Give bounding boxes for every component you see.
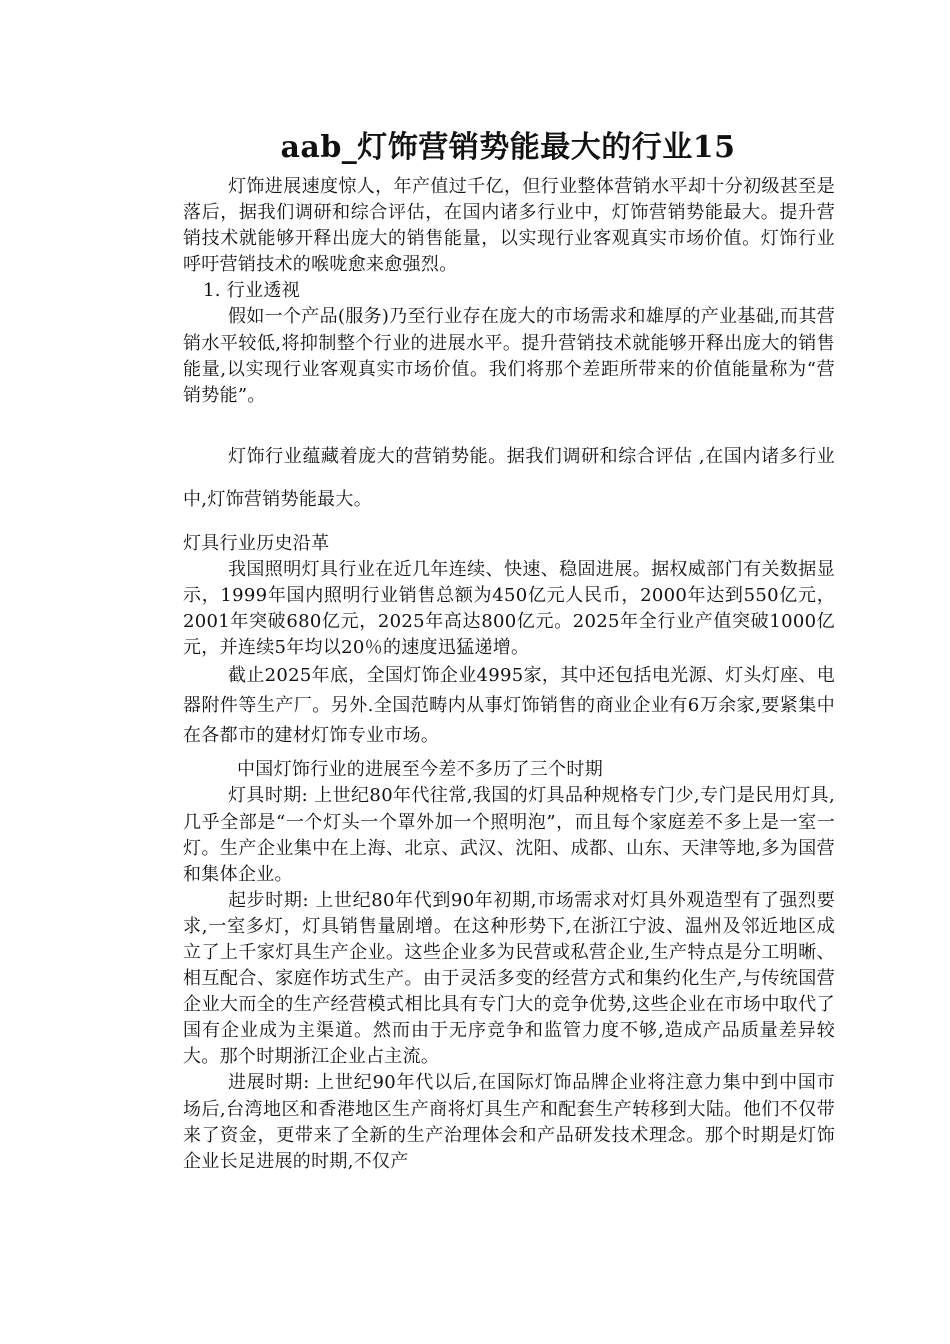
paragraph-marketing-potential-definition: 假如一个产品(服务)乃至行业存在庞大的市场需求和雄厚的产业基础,而其营销水平较低,将抑制整个行业的进展水平。提升营销技术就能够开释出庞大的销售能量,以实现行业客观真实市场价值。我们将那个差距所带来的价值能量称为“营销势能”。	[183, 306, 835, 406]
section-heading-industry-perspective: 1. 行业透视	[203, 280, 300, 302]
document-title: aab_灯饰营销势能最大的行业15	[280, 130, 736, 165]
paragraph-three-stages-intro: 中国灯饰行业的进展至今差不多历了三个时期	[237, 759, 603, 781]
paragraph-industry-growth: 我国照明灯具行业在近几年连续、快速、稳固进展。据权威部门有关数据显示，1999年国内照明行业销售总额为450亿元人民币，2000年达到550亿元，2001年突破680亿元，2025年高达800亿元。2025年全行业产值突破1000亿元，并连续5年均以20％的速度迅猛递增。	[183, 558, 835, 659]
document-body	[183, 174, 835, 1175]
paragraph-enterprise-count: 截止2025年底，全国灯饰企业4995家，其中还包括电光源、灯头灯座、电器附件等生产厂。另外.全国范畴内从事灯饰销售的商业企业有6万余家,要紧集中在各都市的建材灯饰专业市场。	[183, 665, 835, 747]
paragraph-stage-lamp: 灯具时期: 上世纪80年代往常,我国的灯具品种规格专门少,专门是民用灯具,几乎全部是“一个灯头一个罩外加一个照明泡”，而且每个家庭差不多上是一室一灯。生产企业集中在上海、北京、武汉、沈阳、成都、山东、天津等地,多为国营和集体企业。	[183, 785, 835, 885]
paragraph-lighting-potential: 灯饰行业蕴藏着庞大的营销势能。据我们调研和综合评估 ,在国内诸多行业中,灯饰营销势能最大。	[183, 445, 835, 510]
section-heading-history: 灯具行业历史沿革	[183, 532, 330, 554]
paragraph-stage-startup: 起步时期: 上世纪80年代到90年初期,市场需求对灯具外观造型有了强烈要求,一室多灯，灯具销售量剧增。在这种形势下,在浙江宁波、温州及邻近地区成立了上千家灯具生产企业。这些企业多为民营或私营企业,生产特点是分工明晰、相互配合、家庭作坊式生产。由于灵活多变的经营方式和集约化生产,与传统国营企业大而全的生产经营模式相比具有专门大的竞争优势,这些企业在市场中取代了国有企业成为主渠道。然而由于无序竞争和监管力度不够,造成产品质量差异较大。那个时期浙江企业占主流。	[183, 889, 835, 1068]
paragraph-stage-development: 进展时期: 上世纪90年代以后,在国际灯饰品牌企业将注意力集中到中国市场后,台湾地区和香港地区生产商将灯具生产和配套生产转移到大陆。他们不仅带来了资金，更带来了全新的生产治理体会和产品研发技术理念。那个时期是灯饰企业长足进展的时期,不仅产	[183, 1072, 835, 1172]
intro-paragraph: 灯饰进展速度惊人，年产值过千亿，但行业整体营销水平却十分初级甚至是落后，据我们调研和综合评估，在国内诸多行业中，灯饰营销势能最大。提升营销技术就能够开释出庞大的销售能量，以实现行业客观真实市场价值。灯饰行业呼吁营销技术的喉咙愈来愈强烈。	[183, 176, 835, 276]
